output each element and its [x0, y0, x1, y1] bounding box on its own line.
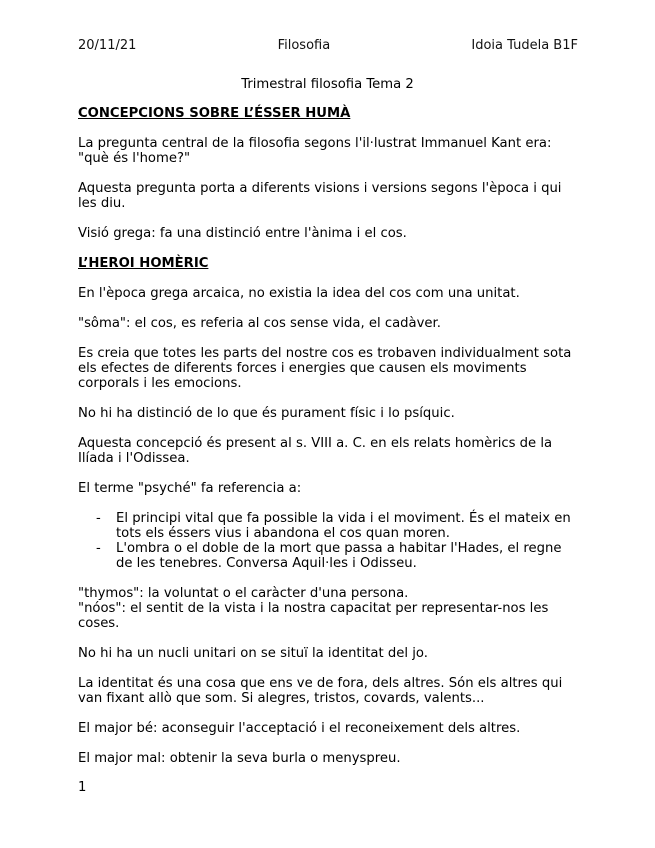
document-title: Trimestral filosofia Tema 2 [241, 77, 414, 92]
list-item-text: L'ombra o el doble de la mort que passa a habitar l'Hades, el regne de les tenebres. Conversa Aquil·les i Odisseu. [116, 541, 562, 571]
psyche-definition-list [78, 511, 580, 571]
paragraph: Aquesta concepció és present al s. VIII a. C. en els relats homèrics de la Ilíada i l'Odissea. [78, 436, 553, 466]
list-item-text: El principi vital que fa possible la vida i el moviment. És el mateix en tots els éssers vius i abandona el cos quan moren. [116, 511, 571, 541]
paragraph: El terme "psyché" fa referencia a: [78, 481, 302, 496]
paragraph: "sôma": el cos, es referia al cos sense vida, el cadàver. [78, 316, 441, 331]
document-body [78, 106, 580, 781]
paragraph: Aquesta pregunta porta a diferents visions i versions segons l'època i qui les diu. [78, 181, 562, 211]
noos-definition: "nóos": el sentit de la vista i la nostra capacitat per representar-nos les coses. [78, 601, 549, 631]
paragraph: La pregunta central de la filosofia segons l'il·lustrat Immanuel Kant era: "què és l'home?" [78, 136, 552, 166]
paragraph: Es creia que totes les parts del nostre cos es trobaven individualment sota els efectes de diferents forces i energies que causen els moviments corporals i les emocions. [78, 346, 572, 391]
list-item [78, 541, 580, 571]
page-number: 1 [78, 780, 87, 795]
paragraph: No hi ha un nucli unitari on se situï la identitat del jo. [78, 646, 428, 661]
header-date: 20/11/21 [78, 38, 137, 53]
paragraph: El major bé: aconseguir l'acceptació i el reconeixement dels altres. [78, 721, 521, 736]
section-heading-concepcions: CONCEPCIONS SOBRE L’ÉSSER HUMÀ [78, 106, 351, 121]
paragraph: En l'època grega arcaica, no existia la idea del cos com una unitat. [78, 286, 520, 301]
paragraph: El major mal: obtenir la seva burla o menyspreu. [78, 751, 401, 766]
paragraph: La identitat és una cosa que ens ve de fora, dels altres. Són els altres qui van fixant allò que som. Si alegres, tristos, covards, valents... [78, 676, 563, 706]
list-dash-marker: - [96, 541, 101, 556]
header-subject: Filosofia [277, 38, 331, 53]
paragraph: Visió grega: fa una distinció entre l'ànima i el cos. [78, 226, 407, 241]
list-item [78, 511, 580, 541]
section-heading-heroi-homeric: L’HEROI HOMÈRIC [78, 256, 209, 271]
header-author: Idoia Tudela B1F [471, 38, 578, 53]
page-header [78, 38, 578, 54]
thymos-definition: "thymos": la voluntat o el caràcter d'una persona. [78, 586, 409, 601]
paragraph: No hi ha distinció de lo que és purament físic i lo psíquic. [78, 406, 455, 421]
list-dash-marker: - [96, 511, 101, 526]
